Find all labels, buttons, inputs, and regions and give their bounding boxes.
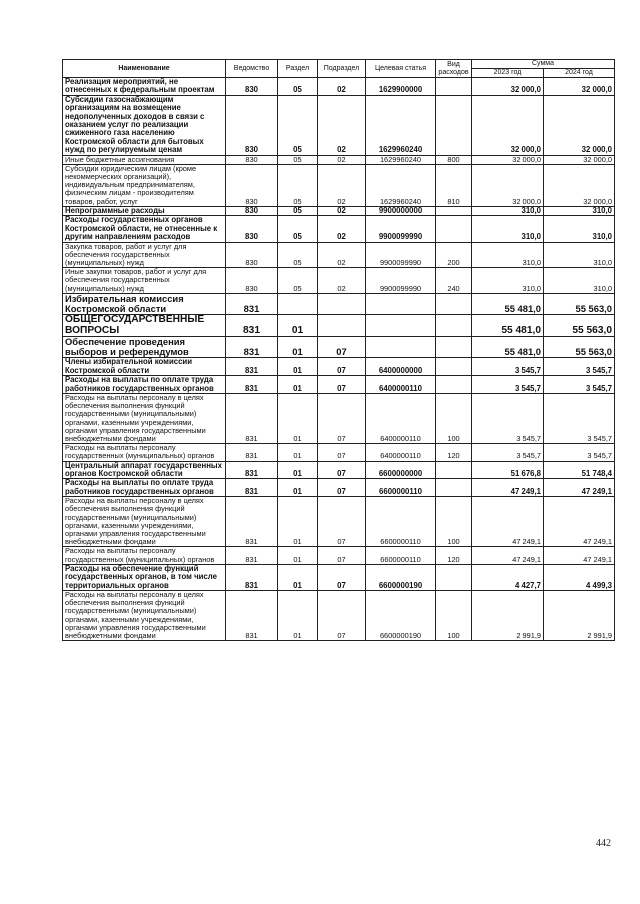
- row-kind: [436, 461, 472, 479]
- table-row: [63, 314, 615, 337]
- header-name: Наименование: [63, 60, 226, 78]
- row-target: 6400000110: [366, 444, 436, 461]
- row-section: 05: [278, 216, 318, 242]
- row-dept: 831: [226, 479, 278, 497]
- row-section: 01: [278, 358, 318, 376]
- table-row: [63, 461, 615, 479]
- row-name: Расходы на выплаты персоналу в целях обеспечения выполнения функций государственными (муниципальными) органами, казенными учреждениями, органами управления государственными внебюджетными фондами: [63, 497, 226, 547]
- row-name: Закупка товаров, работ и услуг для обеспечения государственных (муниципальных) нужд: [63, 242, 226, 268]
- row-subsection: 07: [318, 376, 366, 394]
- row-section: 05: [278, 78, 318, 96]
- row-kind: 100: [436, 591, 472, 641]
- row-target: 6600000110: [366, 497, 436, 547]
- row-sum-2023: 32 000,0: [472, 78, 544, 96]
- row-dept: 831: [226, 293, 278, 314]
- row-target: 1629960240: [366, 95, 436, 155]
- row-target: 1629960240: [366, 155, 436, 164]
- row-kind: 810: [436, 164, 472, 206]
- table-row: [63, 155, 615, 164]
- row-sum-2023: 3 545,7: [472, 358, 544, 376]
- row-name: Расходы на выплаты персоналу государственных (муниципальных) органов: [63, 444, 226, 461]
- row-subsection: 07: [318, 479, 366, 497]
- table-row: [63, 95, 615, 155]
- row-target: 6400000110: [366, 393, 436, 443]
- row-name: Субсидии юридическим лицам (кроме некоммерческих организаций), индивидуальным предпринимателям, физическим лицам - производителям товаров, работ, услуг: [63, 164, 226, 206]
- row-section: [278, 293, 318, 314]
- row-name: Расходы на выплаты по оплате труда работников государственных органов: [63, 479, 226, 497]
- table-row: [63, 293, 615, 314]
- row-sum-2023: 2 991,9: [472, 591, 544, 641]
- row-sum-2024: 55 563,0: [544, 337, 615, 358]
- row-section: 01: [278, 314, 318, 337]
- row-sum-2024: 3 545,7: [544, 393, 615, 443]
- row-subsection: 02: [318, 206, 366, 215]
- row-kind: [436, 293, 472, 314]
- row-name: Расходы на обеспечение функций государственных органов, в том числе территориальных органов: [63, 564, 226, 590]
- row-subsection: 07: [318, 444, 366, 461]
- row-section: 05: [278, 242, 318, 268]
- row-section: 05: [278, 206, 318, 215]
- row-sum-2023: 55 481,0: [472, 293, 544, 314]
- row-section: 01: [278, 547, 318, 564]
- row-section: 05: [278, 268, 318, 294]
- row-sum-2023: 55 481,0: [472, 314, 544, 337]
- header-kind: Вид расходов: [436, 60, 472, 78]
- row-name: Субсидии газоснабжающим организациям на возмещение недополученных доходов в связи с оказанием услуг по реализации сжиженного газа населению Костромской области для бытовых нужд по регулируемым ценам: [63, 95, 226, 155]
- budget-table: [62, 59, 615, 641]
- row-sum-2023: 32 000,0: [472, 95, 544, 155]
- row-subsection: 07: [318, 497, 366, 547]
- row-target: 9900099990: [366, 242, 436, 268]
- row-dept: 830: [226, 242, 278, 268]
- row-kind: 200: [436, 242, 472, 268]
- table-row: [63, 444, 615, 461]
- row-sum-2023: 310,0: [472, 216, 544, 242]
- row-subsection: 07: [318, 461, 366, 479]
- row-target: 6600000110: [366, 479, 436, 497]
- row-sum-2024: 310,0: [544, 216, 615, 242]
- table-row: [63, 337, 615, 358]
- row-target: 1629900000: [366, 78, 436, 96]
- table-row: [63, 564, 615, 590]
- row-sum-2023: 51 676,8: [472, 461, 544, 479]
- table-row: [63, 164, 615, 206]
- row-target: 6400000000: [366, 358, 436, 376]
- row-name: Центральный аппарат государственных органов Костромской области: [63, 461, 226, 479]
- row-dept: 831: [226, 461, 278, 479]
- row-name: Расходы на выплаты персоналу в целях обеспечения выполнения функций государственными (муниципальными) органами, казенными учреждениями, органами управления государственными внебюджетными фондами: [63, 591, 226, 641]
- row-dept: 830: [226, 78, 278, 96]
- row-name: Обеспечение проведения выборов и референдумов: [63, 337, 226, 358]
- row-name: Иные закупки товаров, работ и услуг для обеспечения государственных (муниципальных) нужд: [63, 268, 226, 294]
- row-name: Непрограммные расходы: [63, 206, 226, 215]
- row-kind: [436, 95, 472, 155]
- row-section: 01: [278, 376, 318, 394]
- row-section: 05: [278, 95, 318, 155]
- row-target: 9900099990: [366, 216, 436, 242]
- header-section: Раздел: [278, 60, 318, 78]
- row-target: 6600000190: [366, 564, 436, 590]
- header-year-2023: 2023 год: [472, 69, 544, 78]
- header-subsection: Подраздел: [318, 60, 366, 78]
- row-name: Расходы государственных органов Костромской области, не отнесенные к другим направлениям расходов: [63, 216, 226, 242]
- row-subsection: 07: [318, 547, 366, 564]
- row-dept: 830: [226, 206, 278, 215]
- row-sum-2024: 3 545,7: [544, 376, 615, 394]
- row-subsection: 02: [318, 95, 366, 155]
- row-section: 01: [278, 444, 318, 461]
- row-name: Члены избирательной комиссии Костромской области: [63, 358, 226, 376]
- table-row: [63, 358, 615, 376]
- row-section: 01: [278, 479, 318, 497]
- row-name: Реализация мероприятий, не отнесенных к федеральным проектам: [63, 78, 226, 96]
- budget-table-sheet: [62, 59, 614, 641]
- row-target: 6400000110: [366, 376, 436, 394]
- row-sum-2023: 4 427,7: [472, 564, 544, 590]
- row-kind: [436, 564, 472, 590]
- row-sum-2023: 310,0: [472, 206, 544, 215]
- header-dept: Ведомство: [226, 60, 278, 78]
- row-dept: 831: [226, 337, 278, 358]
- table-row: [63, 78, 615, 96]
- row-target: [366, 314, 436, 337]
- row-kind: 800: [436, 155, 472, 164]
- row-subsection: 07: [318, 564, 366, 590]
- row-kind: [436, 376, 472, 394]
- table-row: [63, 591, 615, 641]
- row-target: 9900099990: [366, 268, 436, 294]
- row-target: [366, 293, 436, 314]
- row-name: Расходы на выплаты персоналу государственных (муниципальных) органов: [63, 547, 226, 564]
- header-year-2024: 2024 год: [544, 69, 615, 78]
- row-dept: 831: [226, 358, 278, 376]
- row-target: 6600000110: [366, 547, 436, 564]
- row-kind: [436, 358, 472, 376]
- row-dept: 830: [226, 216, 278, 242]
- table-row: [63, 268, 615, 294]
- row-sum-2024: 3 545,7: [544, 358, 615, 376]
- row-kind: 120: [436, 547, 472, 564]
- table-row: [63, 376, 615, 394]
- header-sum: Сумма: [472, 60, 615, 69]
- row-dept: 830: [226, 268, 278, 294]
- row-sum-2023: 55 481,0: [472, 337, 544, 358]
- row-sum-2024: 32 000,0: [544, 95, 615, 155]
- row-subsection: 02: [318, 164, 366, 206]
- table-row: [63, 216, 615, 242]
- row-section: 05: [278, 155, 318, 164]
- row-section: 01: [278, 393, 318, 443]
- row-section: 01: [278, 591, 318, 641]
- page-number: 442: [596, 838, 611, 849]
- row-sum-2024: 32 000,0: [544, 155, 615, 164]
- row-sum-2024: 32 000,0: [544, 164, 615, 206]
- row-sum-2023: 310,0: [472, 242, 544, 268]
- row-target: 9900000000: [366, 206, 436, 215]
- row-sum-2023: 47 249,1: [472, 497, 544, 547]
- row-kind: [436, 314, 472, 337]
- row-subsection: 02: [318, 78, 366, 96]
- row-sum-2024: 32 000,0: [544, 78, 615, 96]
- row-section: 01: [278, 564, 318, 590]
- row-target: [366, 337, 436, 358]
- row-kind: [436, 206, 472, 215]
- row-kind: [436, 78, 472, 96]
- row-name: Расходы на выплаты персоналу в целях обеспечения выполнения функций государственными (муниципальными) органами, казенными учреждениями, органами управления государственными внебюджетными фондами: [63, 393, 226, 443]
- row-subsection: 02: [318, 242, 366, 268]
- row-name: Избирательная комиссия Костромской области: [63, 293, 226, 314]
- row-sum-2024: 47 249,1: [544, 547, 615, 564]
- table-row: [63, 547, 615, 564]
- row-kind: 100: [436, 393, 472, 443]
- row-dept: 831: [226, 591, 278, 641]
- row-sum-2024: 310,0: [544, 206, 615, 215]
- table-row: [63, 497, 615, 547]
- row-subsection: 07: [318, 358, 366, 376]
- row-dept: 831: [226, 376, 278, 394]
- table-body: [63, 78, 615, 641]
- row-dept: 831: [226, 497, 278, 547]
- row-name: Расходы на выплаты по оплате труда работников государственных органов: [63, 376, 226, 394]
- row-dept: 831: [226, 547, 278, 564]
- row-kind: 100: [436, 497, 472, 547]
- row-subsection: 07: [318, 337, 366, 358]
- row-subsection: 02: [318, 155, 366, 164]
- row-sum-2023: 3 545,7: [472, 376, 544, 394]
- row-kind: [436, 479, 472, 497]
- row-sum-2023: 47 249,1: [472, 547, 544, 564]
- row-target: 6600000190: [366, 591, 436, 641]
- row-sum-2023: 3 545,7: [472, 393, 544, 443]
- row-section: 01: [278, 497, 318, 547]
- row-dept: 830: [226, 95, 278, 155]
- row-name: Иные бюджетные ассигнования: [63, 155, 226, 164]
- row-section: 01: [278, 337, 318, 358]
- row-subsection: 07: [318, 591, 366, 641]
- row-dept: 830: [226, 155, 278, 164]
- row-kind: 240: [436, 268, 472, 294]
- row-dept: 831: [226, 444, 278, 461]
- row-sum-2024: 47 249,1: [544, 497, 615, 547]
- table-row: [63, 242, 615, 268]
- row-sum-2024: 2 991,9: [544, 591, 615, 641]
- row-sum-2024: 3 545,7: [544, 444, 615, 461]
- row-sum-2024: 47 249,1: [544, 479, 615, 497]
- row-sum-2023: 32 000,0: [472, 164, 544, 206]
- row-kind: [436, 337, 472, 358]
- header-target: Целевая статья: [366, 60, 436, 78]
- row-sum-2023: 310,0: [472, 268, 544, 294]
- table-row: [63, 393, 615, 443]
- row-subsection: [318, 314, 366, 337]
- row-section: 01: [278, 461, 318, 479]
- row-sum-2024: 310,0: [544, 242, 615, 268]
- row-kind: [436, 216, 472, 242]
- row-sum-2023: 47 249,1: [472, 479, 544, 497]
- row-subsection: 02: [318, 268, 366, 294]
- row-target: 1629960240: [366, 164, 436, 206]
- row-sum-2024: 55 563,0: [544, 314, 615, 337]
- row-subsection: [318, 293, 366, 314]
- row-name: ОБЩЕГОСУДАРСТВЕННЫЕ ВОПРОСЫ: [63, 314, 226, 337]
- row-dept: 830: [226, 164, 278, 206]
- row-subsection: 02: [318, 216, 366, 242]
- row-sum-2024: 4 499,3: [544, 564, 615, 590]
- row-dept: 831: [226, 314, 278, 337]
- row-sum-2023: 3 545,7: [472, 444, 544, 461]
- row-sum-2024: 51 748,4: [544, 461, 615, 479]
- row-sum-2024: 55 563,0: [544, 293, 615, 314]
- row-kind: 120: [436, 444, 472, 461]
- row-sum-2023: 32 000,0: [472, 155, 544, 164]
- row-sum-2024: 310,0: [544, 268, 615, 294]
- row-target: 6600000000: [366, 461, 436, 479]
- table-row: [63, 479, 615, 497]
- row-section: 05: [278, 164, 318, 206]
- row-dept: 831: [226, 393, 278, 443]
- row-dept: 831: [226, 564, 278, 590]
- row-subsection: 07: [318, 393, 366, 443]
